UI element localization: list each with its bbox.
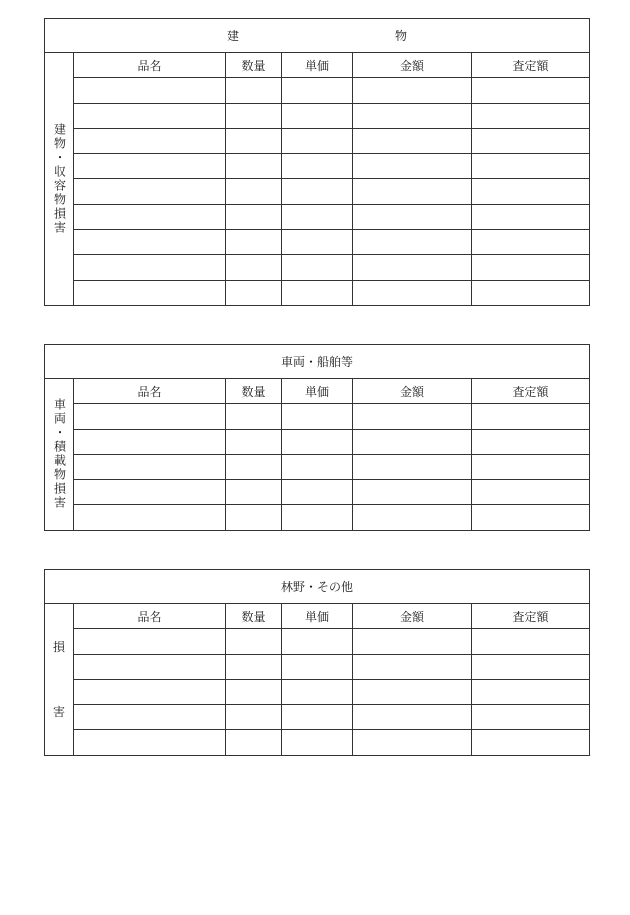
column-header-row [45, 604, 590, 629]
table-row [45, 429, 590, 454]
cell-quantity[interactable] [226, 78, 282, 103]
side-label-cell [45, 379, 74, 531]
cell-quantity[interactable] [226, 204, 282, 229]
cell-unit-price[interactable] [282, 480, 353, 505]
cell-unit-price[interactable] [282, 230, 353, 255]
cell-quantity[interactable] [226, 179, 282, 204]
header-item-name: 品名 [74, 604, 226, 629]
table-row [45, 679, 590, 704]
side-label-part: 損 [52, 640, 65, 655]
cell-assessed-amount[interactable] [472, 255, 590, 280]
cell-assessed-amount[interactable] [472, 103, 590, 128]
cell-unit-price[interactable] [282, 404, 353, 429]
section-title-row [45, 345, 590, 379]
cell-amount[interactable] [353, 230, 472, 255]
header-quantity: 数量 [226, 604, 282, 629]
cell-amount[interactable] [353, 255, 472, 280]
cell-item-name[interactable] [74, 705, 226, 730]
side-label-cell [45, 604, 74, 756]
cell-quantity[interactable] [226, 404, 282, 429]
cell-assessed-amount[interactable] [472, 429, 590, 454]
cell-assessed-amount[interactable] [472, 654, 590, 679]
cell-amount[interactable] [353, 505, 472, 530]
cell-quantity[interactable] [226, 103, 282, 128]
table-row [45, 103, 590, 128]
cell-amount[interactable] [353, 204, 472, 229]
cell-item-name[interactable] [74, 154, 226, 179]
table-row [45, 154, 590, 179]
cell-item-name[interactable] [74, 78, 226, 103]
side-label [45, 638, 73, 720]
cell-item-name[interactable] [74, 179, 226, 204]
cell-amount[interactable] [353, 128, 472, 153]
cell-quantity[interactable] [226, 654, 282, 679]
side-label: 建物・収容物損害 [52, 122, 67, 235]
side-label-cell [45, 53, 74, 306]
cell-unit-price[interactable] [282, 103, 353, 128]
cell-amount[interactable] [353, 679, 472, 704]
cell-item-name[interactable] [74, 255, 226, 280]
section-title: 林野・その他 [45, 570, 590, 604]
cell-unit-price[interactable] [282, 730, 353, 755]
cell-unit-price[interactable] [282, 629, 353, 654]
cell-amount[interactable] [353, 454, 472, 479]
cell-amount[interactable] [353, 78, 472, 103]
cell-quantity[interactable] [226, 280, 282, 305]
header-item-name: 品名 [74, 379, 226, 404]
cell-assessed-amount[interactable] [472, 404, 590, 429]
cell-unit-price[interactable] [282, 505, 353, 530]
cell-quantity[interactable] [226, 480, 282, 505]
cell-quantity[interactable] [226, 505, 282, 530]
cell-item-name[interactable] [74, 654, 226, 679]
cell-quantity[interactable] [226, 230, 282, 255]
cell-item-name[interactable] [74, 429, 226, 454]
cell-quantity[interactable] [226, 454, 282, 479]
cell-assessed-amount[interactable] [472, 78, 590, 103]
cell-unit-price[interactable] [282, 679, 353, 704]
section-title-part: 建 [226, 29, 239, 43]
table-row [45, 128, 590, 153]
header-amount: 金額 [353, 604, 472, 629]
cell-amount[interactable] [353, 705, 472, 730]
header-amount: 金額 [353, 53, 472, 78]
cell-item-name[interactable] [74, 629, 226, 654]
cell-assessed-amount[interactable] [472, 154, 590, 179]
table-row [45, 454, 590, 479]
column-header-row [45, 379, 590, 404]
table-row [45, 505, 590, 530]
table-row [45, 705, 590, 730]
cell-amount[interactable] [353, 654, 472, 679]
vehicle-damage-table [44, 344, 590, 531]
cell-amount[interactable] [353, 404, 472, 429]
cell-item-name[interactable] [74, 280, 226, 305]
cell-amount[interactable] [353, 154, 472, 179]
cell-unit-price[interactable] [282, 654, 353, 679]
table-row [45, 404, 590, 429]
cell-quantity[interactable] [226, 679, 282, 704]
cell-item-name[interactable] [74, 103, 226, 128]
section-title-part: 物 [395, 29, 408, 43]
table-row [45, 730, 590, 755]
cell-amount[interactable] [353, 103, 472, 128]
cell-assessed-amount[interactable] [472, 505, 590, 530]
section-title-row [45, 19, 590, 53]
header-assessed-amount: 査定額 [472, 379, 590, 404]
cell-unit-price[interactable] [282, 204, 353, 229]
cell-item-name[interactable] [74, 505, 226, 530]
cell-unit-price[interactable] [282, 154, 353, 179]
header-unit-price: 単価 [282, 379, 353, 404]
cell-assessed-amount[interactable] [472, 480, 590, 505]
cell-amount[interactable] [353, 629, 472, 654]
table-row [45, 480, 590, 505]
cell-assessed-amount[interactable] [472, 280, 590, 305]
cell-assessed-amount[interactable] [472, 230, 590, 255]
cell-unit-price[interactable] [282, 255, 353, 280]
cell-assessed-amount[interactable] [472, 629, 590, 654]
cell-item-name[interactable] [74, 128, 226, 153]
section-title [45, 19, 590, 53]
header-quantity: 数量 [226, 379, 282, 404]
cell-amount[interactable] [353, 429, 472, 454]
cell-unit-price[interactable] [282, 429, 353, 454]
cell-item-name[interactable] [74, 230, 226, 255]
side-label-part: 害 [52, 705, 65, 720]
column-header-row [45, 53, 590, 78]
cell-amount[interactable] [353, 179, 472, 204]
section-title: 車両・船舶等 [45, 345, 590, 379]
header-amount: 金額 [353, 379, 472, 404]
building-damage-table [44, 18, 590, 306]
cell-unit-price[interactable] [282, 705, 353, 730]
header-assessed-amount: 査定額 [472, 604, 590, 629]
cell-unit-price[interactable] [282, 280, 353, 305]
table-row [45, 255, 590, 280]
cell-assessed-amount[interactable] [472, 679, 590, 704]
cell-assessed-amount[interactable] [472, 454, 590, 479]
table-row [45, 654, 590, 679]
table-row [45, 78, 590, 103]
cell-amount[interactable] [353, 730, 472, 755]
header-item-name: 品名 [74, 53, 226, 78]
cell-quantity[interactable] [226, 705, 282, 730]
cell-item-name[interactable] [74, 679, 226, 704]
table-row [45, 629, 590, 654]
cell-item-name[interactable] [74, 730, 226, 755]
cell-assessed-amount[interactable] [472, 705, 590, 730]
cell-assessed-amount[interactable] [472, 204, 590, 229]
cell-item-name[interactable] [74, 404, 226, 429]
cell-assessed-amount[interactable] [472, 730, 590, 755]
cell-unit-price[interactable] [282, 128, 353, 153]
cell-quantity[interactable] [226, 730, 282, 755]
cell-amount[interactable] [353, 480, 472, 505]
cell-unit-price[interactable] [282, 78, 353, 103]
table-row [45, 179, 590, 204]
cell-quantity[interactable] [226, 255, 282, 280]
table-row [45, 204, 590, 229]
side-label: 車両・積載物損害 [52, 398, 67, 511]
cell-amount[interactable] [353, 280, 472, 305]
header-unit-price: 単価 [282, 53, 353, 78]
table-row [45, 230, 590, 255]
cell-quantity[interactable] [226, 429, 282, 454]
cell-quantity[interactable] [226, 629, 282, 654]
section-title-row [45, 570, 590, 604]
cell-quantity[interactable] [226, 128, 282, 153]
header-unit-price: 単価 [282, 604, 353, 629]
forest-other-damage-table [44, 569, 590, 756]
cell-item-name[interactable] [74, 454, 226, 479]
cell-assessed-amount[interactable] [472, 128, 590, 153]
cell-item-name[interactable] [74, 204, 226, 229]
cell-item-name[interactable] [74, 480, 226, 505]
cell-unit-price[interactable] [282, 179, 353, 204]
cell-unit-price[interactable] [282, 454, 353, 479]
header-quantity: 数量 [226, 53, 282, 78]
cell-assessed-amount[interactable] [472, 179, 590, 204]
cell-quantity[interactable] [226, 154, 282, 179]
table-row [45, 280, 590, 305]
header-assessed-amount: 査定額 [472, 53, 590, 78]
